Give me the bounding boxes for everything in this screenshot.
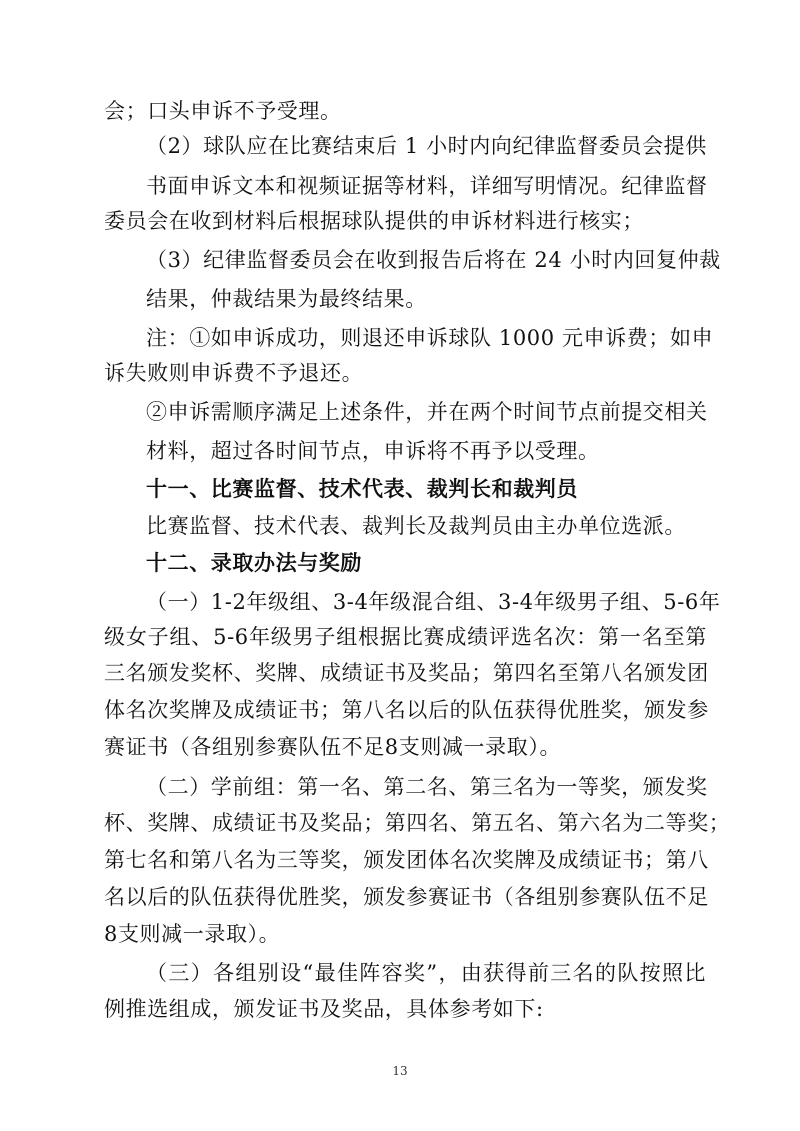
paragraph-line: 委员会在收到材料后根据球队提供的申诉材料进行核实； [104,209,644,233]
paragraph-line: 级女子组、5-6年级男子组根据比赛成绩评选名次：第一名至第 [104,625,707,649]
paragraph-line: 第七名和第八名为三等奖，颁发团体名次奖牌及成绩证书；第八 [104,848,709,872]
section-heading: 十二、录取办法与奖励 [146,550,362,575]
paragraph-line: （2）球队应在比赛结束后 1 小时内向纪律监督委员会提供 [146,134,707,158]
paragraph-line: 名以后的队伍获得优胜奖，颁发参赛证书（各组别参赛队伍不足 [104,885,709,909]
paragraph-line: 结果，仲裁结果为最终结果。 [146,287,427,311]
paragraph-line: 三名颁发奖杯、奖牌、成绩证书及奖品；第四名至第八名颁发团 [104,661,709,685]
page-number: 13 [392,1064,408,1078]
paragraph-line: 赛证书（各组别参赛队伍不足8支则减一录取）。 [104,735,562,759]
paragraph-line: 例推选组成，颁发证书及奖品，具体参考如下: [104,997,544,1021]
note-line: 材料，超过各时间节点，申诉将不再予以受理。 [146,439,600,463]
paragraph-line: 杯、奖牌、成绩证书及奖品；第四名、第五名、第六名为二等奖； [104,811,731,835]
paragraph-line: 体名次奖牌及成绩证书；第八名以后的队伍获得优胜奖，颁发参 [104,698,709,722]
section-heading: 十一、比赛监督、技术代表、裁判长和裁判员 [146,476,578,501]
paragraph-line: 会；口头申诉不予受理。 [104,99,342,123]
note-line: ②申诉需顺序满足上述条件，并在两个时间节点前提交相关 [146,400,708,424]
paragraph-line: （二）学前组：第一名、第二名、第三名为一等奖，颁发奖 [146,775,708,799]
paragraph-line: 8支则减一录取）。 [104,922,281,946]
paragraph-line: （3）纪律监督委员会在收到报告后将在 24 小时内回复仲裁 [146,248,721,272]
paragraph-line: 书面申诉文本和视频证据等材料，详细写明情况。纪律监督 [146,174,708,198]
note-line: 注：①如申诉成功，则退还申诉球队 1000 元申诉费；如申 [146,326,714,350]
paragraph-line: （一）1-2年级组、3-4年级混合组、3-4年级男子组、5-6年 [146,590,721,614]
paragraph-line: （三）各组别设“最佳阵容奖”，由获得前三名的队按照比 [146,961,706,985]
note-line: 诉失败则申诉费不予退还。 [104,361,364,385]
paragraph-line: 比赛监督、技术代表、裁判长及裁判员由主办单位选派。 [146,514,686,538]
